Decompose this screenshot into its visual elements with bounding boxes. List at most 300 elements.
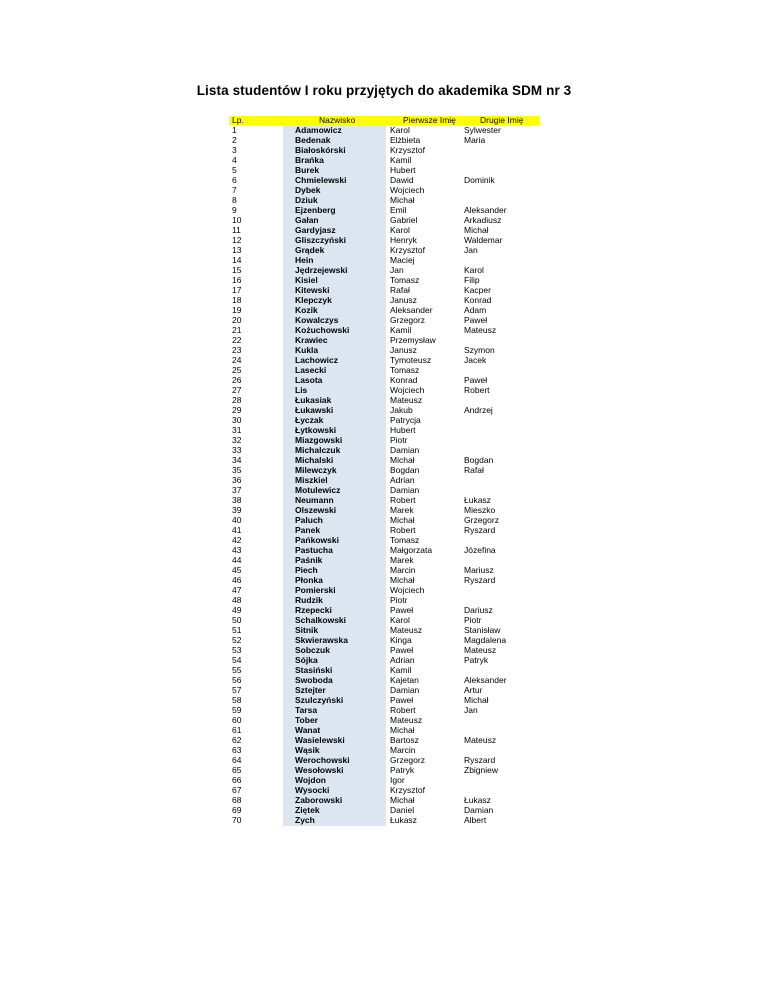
row-lp: 20 [232, 315, 242, 325]
row-first-name: Małgorzata [390, 545, 433, 555]
table-row [229, 365, 539, 375]
row-first-name: Krzysztof [390, 145, 425, 155]
row-surname: Motulewicz [295, 485, 341, 495]
row-lp: 65 [232, 765, 242, 775]
table-row [229, 135, 539, 145]
row-surname: Tarsa [295, 705, 318, 715]
row-lp: 48 [232, 595, 242, 605]
table-row [229, 235, 539, 245]
table-row [229, 705, 539, 715]
table-row [229, 165, 539, 175]
row-surname: Michalczuk [295, 445, 341, 455]
row-second-name: Robert [464, 385, 490, 395]
row-second-name: Sylwester [464, 125, 501, 135]
row-lp: 50 [232, 615, 242, 625]
row-surname: Paśnik [295, 555, 323, 565]
table-row [229, 455, 539, 465]
row-first-name: Paweł [390, 605, 414, 615]
row-lp: 36 [232, 475, 242, 485]
row-surname: Łukawski [295, 405, 334, 415]
row-second-name: Maria [464, 135, 486, 145]
row-second-name: Jan [464, 245, 478, 255]
row-first-name: Daniel [390, 805, 415, 815]
row-surname: Rzepecki [295, 605, 332, 615]
row-second-name: Ryszard [464, 575, 496, 585]
table-row [229, 535, 539, 545]
row-lp: 68 [232, 795, 242, 805]
table-row [229, 605, 539, 615]
row-surname: Swoboda [295, 675, 333, 685]
row-lp: 41 [232, 525, 242, 535]
row-first-name: Bogdan [390, 465, 420, 475]
row-second-name: Jan [464, 705, 478, 715]
table-row [229, 325, 539, 335]
row-second-name: Damian [464, 805, 494, 815]
row-second-name: Łukasz [464, 495, 491, 505]
row-lp: 2 [232, 135, 237, 145]
row-lp: 3 [232, 145, 237, 155]
row-second-name: Mateusz [464, 645, 497, 655]
row-second-name: Aleksander [464, 675, 507, 685]
row-first-name: Wojciech [390, 185, 425, 195]
row-surname: Skwierawska [295, 635, 348, 645]
row-lp: 32 [232, 435, 242, 445]
table-row [229, 665, 539, 675]
table-row [229, 145, 539, 155]
table-body [229, 125, 539, 825]
row-lp: 7 [232, 185, 237, 195]
header-nazwisko: Nazwisko [319, 115, 356, 125]
row-surname: Wanat [295, 725, 321, 735]
student-table [229, 116, 539, 825]
table-row [229, 715, 539, 725]
row-first-name: Marcin [390, 745, 416, 755]
row-second-name: Mariusz [464, 565, 494, 575]
row-second-name: Zbigniew [464, 765, 499, 775]
row-lp: 66 [232, 775, 242, 785]
row-lp: 8 [232, 195, 237, 205]
table-row [229, 575, 539, 585]
row-surname: Miazgowski [295, 435, 343, 445]
table-row [229, 465, 539, 475]
row-lp: 58 [232, 695, 242, 705]
row-lp: 1 [232, 125, 237, 135]
table-row [229, 515, 539, 525]
row-lp: 64 [232, 755, 242, 765]
row-first-name: Karol [390, 125, 410, 135]
row-second-name: Łukasz [464, 795, 491, 805]
row-surname: Dziuk [295, 195, 318, 205]
row-surname: Lasecki [295, 365, 327, 375]
row-first-name: Adrian [390, 655, 415, 665]
row-first-name: Elżbieta [390, 135, 421, 145]
row-surname: Pastucha [295, 545, 333, 555]
row-first-name: Bartosz [390, 735, 419, 745]
table-row [229, 415, 539, 425]
row-first-name: Robert [390, 525, 416, 535]
row-second-name: Józefina [464, 545, 496, 555]
table-row [229, 585, 539, 595]
row-surname: Dybek [295, 185, 321, 195]
row-second-name: Magdalena [464, 635, 507, 645]
row-lp: 54 [232, 655, 242, 665]
row-lp: 25 [232, 365, 242, 375]
table-row [229, 695, 539, 705]
row-second-name: Jacek [464, 355, 487, 365]
row-first-name: Tymoteusz [390, 355, 432, 365]
table-row [229, 305, 539, 315]
row-surname: Płonka [295, 575, 323, 585]
row-surname: Sitnik [295, 625, 319, 635]
row-first-name: Rafał [390, 285, 410, 295]
table-row [229, 635, 539, 645]
row-lp: 4 [232, 155, 237, 165]
table-row [229, 745, 539, 755]
row-second-name: Grzegorz [464, 515, 499, 525]
row-surname: Zych [295, 815, 315, 825]
row-first-name: Kajetan [390, 675, 419, 685]
row-lp: 52 [232, 635, 242, 645]
row-first-name: Patrycja [390, 415, 421, 425]
row-first-name: Michał [390, 795, 415, 805]
row-surname: Michalski [295, 455, 334, 465]
header-lp: Lp. [232, 115, 244, 125]
table-row [229, 495, 539, 505]
table-row [229, 805, 539, 815]
row-first-name: Karol [390, 615, 410, 625]
row-lp: 46 [232, 575, 242, 585]
table-row [229, 785, 539, 795]
row-surname: Piech [295, 565, 318, 575]
row-first-name: Tomasz [390, 535, 420, 545]
row-lp: 13 [232, 245, 242, 255]
row-first-name: Wojciech [390, 585, 425, 595]
row-second-name: Patryk [464, 655, 489, 665]
row-lp: 51 [232, 625, 242, 635]
row-first-name: Patryk [390, 765, 415, 775]
row-lp: 47 [232, 585, 242, 595]
row-first-name: Michał [390, 195, 415, 205]
row-first-name: Krzysztof [390, 245, 425, 255]
table-row [229, 245, 539, 255]
row-surname: Gliszczyński [295, 235, 347, 245]
row-lp: 5 [232, 165, 237, 175]
row-surname: Wąsik [295, 745, 320, 755]
row-first-name: Piotr [390, 595, 408, 605]
row-first-name: Hubert [390, 425, 416, 435]
row-second-name: Aleksander [464, 205, 507, 215]
row-lp: 59 [232, 705, 242, 715]
row-second-name: Stanisław [464, 625, 501, 635]
table-row [229, 735, 539, 745]
table-row [229, 275, 539, 285]
row-lp: 33 [232, 445, 242, 455]
table-row [229, 675, 539, 685]
row-second-name: Karol [464, 265, 484, 275]
row-surname: Jędrzejewski [295, 265, 348, 275]
row-first-name: Marcin [390, 565, 416, 575]
row-surname: Rudzik [295, 595, 323, 605]
row-lp: 45 [232, 565, 242, 575]
table-row [229, 255, 539, 265]
row-first-name: Damian [390, 485, 420, 495]
row-surname: Wysocki [295, 785, 330, 795]
row-second-name: Konrad [464, 295, 492, 305]
table-row [229, 505, 539, 515]
table-row [229, 285, 539, 295]
table-row [229, 385, 539, 395]
row-surname: Białoskórski [295, 145, 346, 155]
row-lp: 15 [232, 265, 242, 275]
row-first-name: Adrian [390, 475, 415, 485]
table-row [229, 775, 539, 785]
row-first-name: Emil [390, 205, 407, 215]
row-second-name: Filip [464, 275, 480, 285]
row-first-name: Kamil [390, 325, 412, 335]
row-first-name: Przemysław [390, 335, 436, 345]
row-lp: 31 [232, 425, 242, 435]
table-row [229, 755, 539, 765]
table-row [229, 485, 539, 495]
row-surname: Panek [295, 525, 321, 535]
row-surname: Bedenak [295, 135, 331, 145]
row-surname: Kozik [295, 305, 318, 315]
row-first-name: Michał [390, 515, 415, 525]
row-first-name: Dawid [390, 175, 414, 185]
row-lp: 55 [232, 665, 242, 675]
row-surname: Ejzenberg [295, 205, 336, 215]
row-surname: Kukla [295, 345, 319, 355]
table-row [229, 185, 539, 195]
row-first-name: Mateusz [390, 395, 423, 405]
row-surname: Burek [295, 165, 320, 175]
row-second-name: Piotr [464, 615, 482, 625]
row-first-name: Konrad [390, 375, 418, 385]
row-second-name: Michał [464, 695, 489, 705]
row-lp: 67 [232, 785, 242, 795]
row-surname: Paluch [295, 515, 323, 525]
row-lp: 38 [232, 495, 242, 505]
table-row [229, 525, 539, 535]
table-row [229, 655, 539, 665]
row-lp: 6 [232, 175, 237, 185]
row-lp: 17 [232, 285, 242, 295]
table-row [229, 335, 539, 345]
row-surname: Kowalczys [295, 315, 339, 325]
row-first-name: Igor [390, 775, 405, 785]
row-lp: 43 [232, 545, 242, 555]
row-surname: Stasiński [295, 665, 333, 675]
row-second-name: Kacper [464, 285, 491, 295]
row-first-name: Marek [390, 555, 414, 565]
table-row [229, 615, 539, 625]
row-first-name: Jan [390, 265, 404, 275]
row-second-name: Waldemar [464, 235, 503, 245]
row-lp: 34 [232, 455, 242, 465]
row-surname: Olszewski [295, 505, 337, 515]
table-row [229, 445, 539, 455]
row-surname: Lasota [295, 375, 323, 385]
table-header [229, 116, 539, 125]
row-surname: Hein [295, 255, 314, 265]
row-first-name: Karol [390, 225, 410, 235]
row-surname: Kożuchowski [295, 325, 350, 335]
row-lp: 40 [232, 515, 242, 525]
row-surname: Sobczuk [295, 645, 330, 655]
row-surname: Gałan [295, 215, 319, 225]
row-lp: 21 [232, 325, 242, 335]
row-surname: Sójka [295, 655, 318, 665]
row-surname: Brańka [295, 155, 324, 165]
row-first-name: Paweł [390, 645, 414, 655]
row-second-name: Bogdan [464, 455, 494, 465]
row-lp: 44 [232, 555, 242, 565]
row-surname: Werochowski [295, 755, 350, 765]
table-row [229, 405, 539, 415]
row-second-name: Mateusz [464, 325, 497, 335]
row-surname: Sztejter [295, 685, 326, 695]
table-row [229, 645, 539, 655]
row-lp: 57 [232, 685, 242, 695]
row-lp: 56 [232, 675, 242, 685]
table-row [229, 435, 539, 445]
row-first-name: Robert [390, 705, 416, 715]
row-first-name: Tomasz [390, 365, 420, 375]
table-row [229, 685, 539, 695]
row-first-name: Grzegorz [390, 315, 425, 325]
row-surname: Miszkiel [295, 475, 328, 485]
table-row [229, 625, 539, 635]
row-lp: 60 [232, 715, 242, 725]
row-first-name: Gabriel [390, 215, 418, 225]
table-row [229, 175, 539, 185]
row-first-name: Aleksander [390, 305, 433, 315]
row-surname: Wojdon [295, 775, 326, 785]
table-row [229, 315, 539, 325]
row-first-name: Jakub [390, 405, 413, 415]
table-row [229, 475, 539, 485]
table-row [229, 215, 539, 225]
row-lp: 9 [232, 205, 237, 215]
row-first-name: Damian [390, 685, 420, 695]
row-lp: 70 [232, 815, 242, 825]
row-second-name: Paweł [464, 375, 488, 385]
row-surname: Neumann [295, 495, 334, 505]
row-surname: Milewczyk [295, 465, 337, 475]
row-surname: Kitewski [295, 285, 330, 295]
row-surname: Łukasiak [295, 395, 332, 405]
row-first-name: Piotr [390, 435, 408, 445]
row-lp: 14 [232, 255, 242, 265]
row-second-name: Paweł [464, 315, 488, 325]
row-second-name: Mateusz [464, 735, 497, 745]
row-second-name: Andrzej [464, 405, 493, 415]
row-lp: 39 [232, 505, 242, 515]
row-lp: 12 [232, 235, 242, 245]
row-second-name: Rafał [464, 465, 484, 475]
row-first-name: Michał [390, 455, 415, 465]
row-surname: Wasielewski [295, 735, 345, 745]
table-row [229, 545, 539, 555]
table-row [229, 125, 539, 135]
table-row [229, 395, 539, 405]
row-lp: 22 [232, 335, 242, 345]
row-surname: Wesołowski [295, 765, 344, 775]
row-lp: 11 [232, 225, 241, 235]
row-surname: Łyczak [295, 415, 324, 425]
table-row [229, 355, 539, 365]
row-second-name: Michał [464, 225, 489, 235]
row-second-name: Adam [464, 305, 487, 315]
row-surname: Zaborowski [295, 795, 343, 805]
row-second-name: Albert [464, 815, 487, 825]
row-second-name: Arkadiusz [464, 215, 502, 225]
row-lp: 49 [232, 605, 242, 615]
table-row [229, 565, 539, 575]
row-surname: Pomierski [295, 585, 336, 595]
row-first-name: Krzysztof [390, 785, 425, 795]
table-row [229, 765, 539, 775]
table-row [229, 225, 539, 235]
table-row [229, 265, 539, 275]
row-first-name: Kinga [390, 635, 412, 645]
table-row [229, 595, 539, 605]
row-surname: Schalkowski [295, 615, 347, 625]
row-first-name: Łukasz [390, 815, 417, 825]
row-first-name: Grzegorz [390, 755, 425, 765]
table-row [229, 155, 539, 165]
row-surname: Grądek [295, 245, 325, 255]
row-surname: Krawiec [295, 335, 328, 345]
row-surname: Gardyjasz [295, 225, 336, 235]
row-first-name: Henryk [390, 235, 417, 245]
row-first-name: Paweł [390, 695, 414, 705]
row-first-name: Hubert [390, 165, 416, 175]
row-lp: 23 [232, 345, 242, 355]
table-row [229, 205, 539, 215]
row-lp: 28 [232, 395, 242, 405]
row-first-name: Maciej [390, 255, 415, 265]
row-lp: 19 [232, 305, 242, 315]
row-first-name: Michał [390, 725, 415, 735]
row-first-name: Mateusz [390, 715, 423, 725]
row-surname: Lis [295, 385, 308, 395]
row-first-name: Janusz [390, 295, 417, 305]
row-first-name: Wojciech [390, 385, 425, 395]
row-surname: Tober [295, 715, 318, 725]
row-lp: 16 [232, 275, 242, 285]
row-first-name: Michał [390, 575, 415, 585]
row-surname: Łytkowski [295, 425, 337, 435]
row-lp: 63 [232, 745, 242, 755]
row-surname: Klepczyk [295, 295, 332, 305]
row-first-name: Damian [390, 445, 420, 455]
page-title: Lista studentów I roku przyjętych do akademika SDM nr 3 [196, 83, 572, 98]
row-second-name: Dariusz [464, 605, 493, 615]
row-second-name: Dominik [464, 175, 495, 185]
row-lp: 30 [232, 415, 242, 425]
row-first-name: Tomasz [390, 275, 420, 285]
row-lp: 42 [232, 535, 242, 545]
table-row [229, 195, 539, 205]
row-lp: 10 [232, 215, 242, 225]
table-row [229, 295, 539, 305]
row-lp: 62 [232, 735, 242, 745]
table-row [229, 345, 539, 355]
row-surname: Pańkowski [295, 535, 339, 545]
row-second-name: Ryszard [464, 755, 496, 765]
row-first-name: Robert [390, 495, 416, 505]
